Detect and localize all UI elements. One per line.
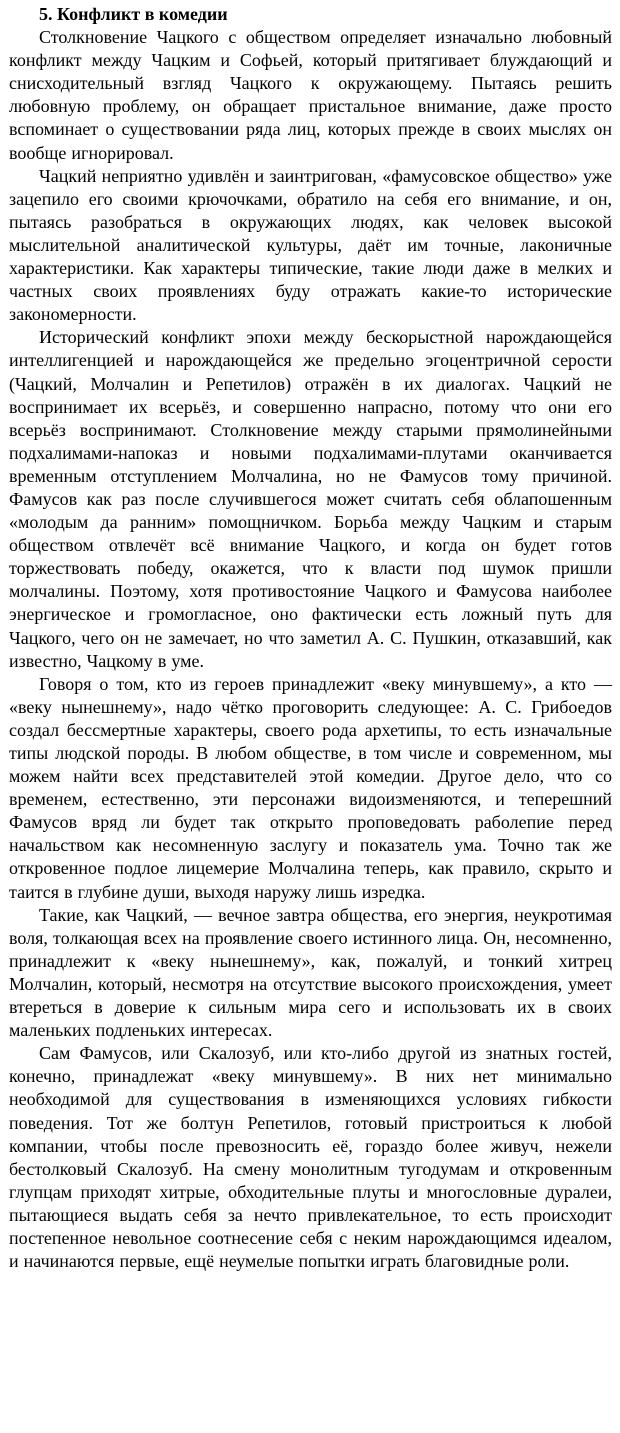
paragraph-5: Такие, как Чацкий, — вечное завтра общества, его энергия, неукротимая воля, толкающая всех на проявление своего истинного лица. Он, несомненно, принадлежит к «веку нынешнему», как, пожалуй, и тонкий хитрец Молчалин, который, несмотря на отсутствие высокого происхождения, умеет втереться в доверие к сильным мира сего и использовать их в своих маленьких подленьких интересах. [9,904,612,1041]
paragraph-2: Чацкий неприятно удивлён и заинтригован, «фамусовское общество» уже зацепило его своими крючочками, обратило на себя его внимание, и он, пытаясь разобраться в окружающих людях, как человек высокой мыслительной аналитической культуры, даёт им точные, лаконичные характеристики. Как характеры типические, такие люди даже в мелких и частных своих проявлениях буду отражать какие-то исторические закономерности. [9,165,612,325]
paragraph-6: Сам Фамусов, или Скалозуб, или кто-либо другой из знатных гостей, конечно, принадлежат «веку минувшему». В них нет минимально необходимой для существования в изменяющихся условиях гибкости поведения. Тот же болтун Репетилов, готовый пристроиться к любой компании, чтобы после превозносить её, гораздо более живуч, нежели бестолковый Скалозуб. На смену монолитным тугодумам и откровенным глупцам приходят хитрые, обходительные плуты и многословные дуралеи, пытающиеся выдать себя за нечто привлекательное, то есть происходит постепенное невольное соотнесение себя с неким нарождающимся идеалом, и начинаются первые, ещё неумелые попытки играть благовидные роли. [9,1043,612,1272]
paragraph-3: Исторический конфликт эпохи между бескорыстной нарождающейся интеллигенцией и нарождающейся же предельно эгоцентричной серости (Чацкий, Молчалин и Репетилов) отражён в их диалогах. Чацкий не воспринимает их всерьёз, и совершенно напрасно, потому что они его всерьёз воспринимают. Столкновение между старыми прямолинейными подхалимами-напоказ и новыми подхалимами-плутами оканчивается временным отступлением Молчалина, но не Фамусов тому причиной. Фамусов как раз после случившегося может считать себя облапошенным «молодым да ранним» помощничком. Борьба между Чацким и старым обществом отвлечёт всё внимание Чацкого, и когда он будет готов торжествовать победу, окажется, что к власти под шумок пришли молчалины. Поэтому, хотя противостояние Чацкого и Фамусова наиболее энергическое и громогласное, оно фактически есть ложный путь для Чацкого, чего он не замечает, но что заметил А. С. Пушкин, отказавший, как известно, Чацкому в уме. [9,327,612,671]
paragraph-4: Говоря о том, кто из героев принадлежит «веку минувшему», а кто — «веку нынешнему», надо чётко проговорить следующее: А. С. Грибоедов создал бессмертные характеры, своего рода архетипы, то есть изначальные типы людской породы. В любом обществе, в том числе и современном, мы можем найти всех представителей этой комедии. Другое дело, что со временем, естественно, эти персонажи видоизменяются, и теперешний Фамусов вряд ли будет так открыто проповедовать раболепие перед начальством как несомненную заслугу и показатель ума. Точно так же откровенное подлое лицемерие Молчалина теперь, как правило, скрыто и таится в глубине души, выходя наружу лишь изредка. [9,673,612,902]
paragraph-1: Столкновение Чацкого с обществом определяет изначально любовный конфликт между Чацким и Софьей, который притягивает блуждающий и снисходительный взгляд Чацкого к окружающему. Пытаясь решить любовную проблему, он обращает пристальное внимание, даже просто вспоминает о существовании ряда лиц, которых прежде в своих мыслях он вообще игнорировал. [9,27,612,163]
section-heading: 5. Конфликт в комедии [39,4,228,24]
